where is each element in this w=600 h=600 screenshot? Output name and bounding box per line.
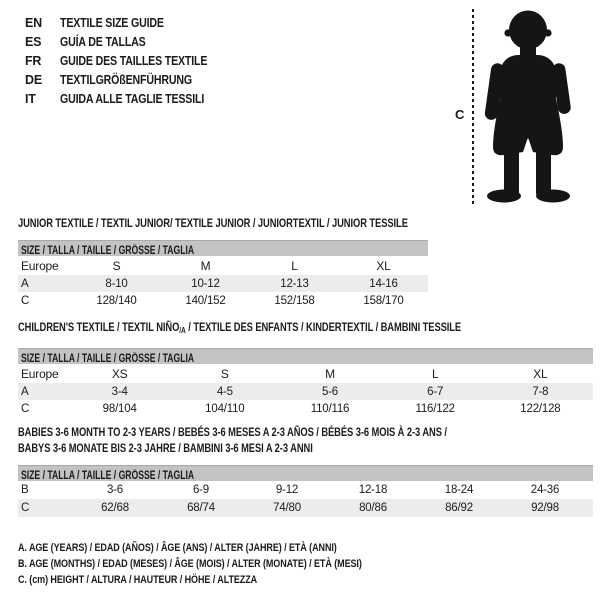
language-row-de	[25, 70, 233, 89]
size-cell: M	[325, 366, 335, 381]
size-bar-label: SIZE / TALLA / TAILLE / GRÖSSE / TAGLIA	[21, 245, 195, 256]
filler-cell	[588, 481, 593, 499]
table-row	[18, 256, 428, 275]
row-label: Europe	[21, 258, 59, 273]
value-cell: 3-4	[111, 385, 128, 398]
value-cell: 10-12	[191, 277, 220, 290]
row-label: C	[21, 502, 30, 514]
language-label: TEXTILGRÖßENFÜHRUNG	[60, 72, 192, 87]
filler-cell	[588, 499, 593, 517]
value-cell: 9-12	[275, 484, 299, 496]
table-row	[18, 364, 593, 383]
table-row	[18, 400, 593, 417]
language-row-en	[25, 13, 233, 32]
table-row	[18, 481, 593, 499]
size-cell: S	[112, 258, 121, 273]
children-title-post: / TEXTILE DES ENFANTS / KINDERTEXTIL / BAMBINI TESSILE	[185, 320, 462, 334]
value-cell: 4-5	[216, 385, 233, 398]
language-code: DE	[25, 72, 42, 87]
language-code: EN	[25, 15, 42, 30]
value-cell: 140/152	[185, 294, 226, 307]
language-label: TEXTILE SIZE GUIDE	[60, 15, 164, 30]
value-cell: 5-6	[321, 385, 339, 398]
value-cell: 92/98	[531, 502, 559, 514]
footnote-b: B. AGE (MONTHS) / EDAD (MESES) / ÂGE (MOIS) / ALTER (MONATE) / ETÀ (MESI)	[18, 558, 362, 570]
language-code: IT	[25, 91, 36, 106]
value-cell: 62/68	[101, 502, 129, 514]
table-row	[18, 383, 593, 400]
language-code: ES	[25, 34, 42, 49]
size-cell: S	[220, 366, 229, 381]
size-cell: XL	[376, 258, 391, 273]
table-row	[18, 275, 428, 292]
size-bar-label: SIZE / TALLA / TAILLE / GRÖSSE / TAGLIA	[21, 353, 195, 364]
value-cell: 3-6	[106, 484, 124, 496]
language-code: FR	[25, 53, 42, 68]
language-list	[25, 13, 233, 108]
children-title-sub: /A	[179, 325, 186, 335]
value-cell: 6-9	[192, 484, 210, 496]
value-cell: 86/92	[445, 502, 473, 514]
value-cell: 14-16	[369, 277, 398, 290]
value-cell: 80/86	[359, 502, 387, 514]
value-cell: 24-36	[530, 484, 560, 496]
children-size-table	[18, 364, 593, 417]
babies-title-line1: BABIES 3-6 MONTH TO 2-3 YEARS / BEBÉS 3-6 MESES A 2-3 AÑOS / BÉBÉS 3-6 MOIS À 2-3 ANS /	[18, 425, 447, 439]
language-label: GUIDE DES TAILLES TEXTILE	[60, 53, 208, 68]
junior-size-bar	[18, 240, 428, 256]
babies-table-title	[18, 424, 568, 456]
babies-title-line2: BABYS 3-6 MONATE BIS 2-3 JAHRE / BAMBINI 3-6 MESI A 2-3 ANNI	[18, 441, 313, 455]
babies-size-bar	[18, 465, 593, 481]
language-row-es	[25, 32, 233, 51]
value-cell: 12-18	[358, 484, 388, 496]
size-cell: L	[291, 258, 298, 273]
language-label: GUÍA DE TALLAS	[60, 34, 146, 49]
row-label: C	[21, 294, 30, 307]
language-row-it	[25, 89, 233, 108]
row-label: C	[21, 402, 30, 415]
table-row	[18, 499, 593, 517]
value-cell: 104/110	[205, 402, 245, 415]
baby-silhouette-icon	[484, 6, 574, 208]
children-title-pre: CHILDREN'S TEXTILE / TEXTIL NIÑO	[18, 320, 180, 334]
value-cell: 122/128	[520, 402, 561, 415]
children-size-bar	[18, 348, 593, 364]
size-cell: XL	[533, 366, 548, 381]
value-cell: 110/116	[310, 402, 350, 415]
size-cell: XS	[111, 366, 128, 381]
row-label: Europe	[21, 366, 59, 381]
value-cell: 6-7	[427, 385, 444, 398]
value-cell: 18-24	[444, 484, 474, 496]
value-cell: 12-13	[280, 277, 309, 290]
table-row	[18, 292, 428, 309]
value-cell: 128/140	[96, 294, 137, 307]
height-measure-label: C	[455, 107, 465, 122]
row-label: A	[21, 385, 29, 398]
value-cell: 68/74	[187, 502, 215, 514]
size-cell: M	[200, 258, 211, 273]
footnotes	[18, 538, 437, 586]
babies-size-table	[18, 481, 593, 517]
size-bar-label: SIZE / TALLA / TAILLE / GRÖSSE / TAGLIA	[21, 470, 195, 481]
junior-table-title: JUNIOR TEXTILE / TEXTIL JUNIOR/ TEXTILE JUNIOR / JUNIORTEXTIL / JUNIOR TESSILE	[18, 216, 408, 230]
size-cell: L	[431, 366, 439, 381]
footnote-a: A. AGE (YEARS) / EDAD (AÑOS) / ÂGE (ANS) / ALTER (JAHRE) / ETÀ (ANNI)	[18, 542, 337, 554]
row-label: A	[21, 277, 29, 290]
language-row-fr	[25, 51, 233, 70]
junior-size-table	[18, 256, 428, 309]
value-cell: 158/170	[363, 294, 404, 307]
value-cell: 152/158	[274, 294, 315, 307]
footnote-c: C. (cm) HEIGHT / ALTURA / HAUTEUR / HÖHE / ALTEZZA	[18, 574, 258, 586]
value-cell: 116/122	[415, 402, 455, 415]
value-cell: 7-8	[532, 385, 549, 398]
language-label: GUIDA ALLE TAGLIE TESSILI	[60, 91, 205, 106]
value-cell: 74/80	[273, 502, 301, 514]
children-table-title	[18, 319, 586, 338]
row-label: B	[21, 484, 29, 496]
height-measure-dashed-line	[472, 9, 474, 206]
value-cell: 8-10	[105, 277, 128, 290]
value-cell: 98/104	[102, 402, 137, 415]
